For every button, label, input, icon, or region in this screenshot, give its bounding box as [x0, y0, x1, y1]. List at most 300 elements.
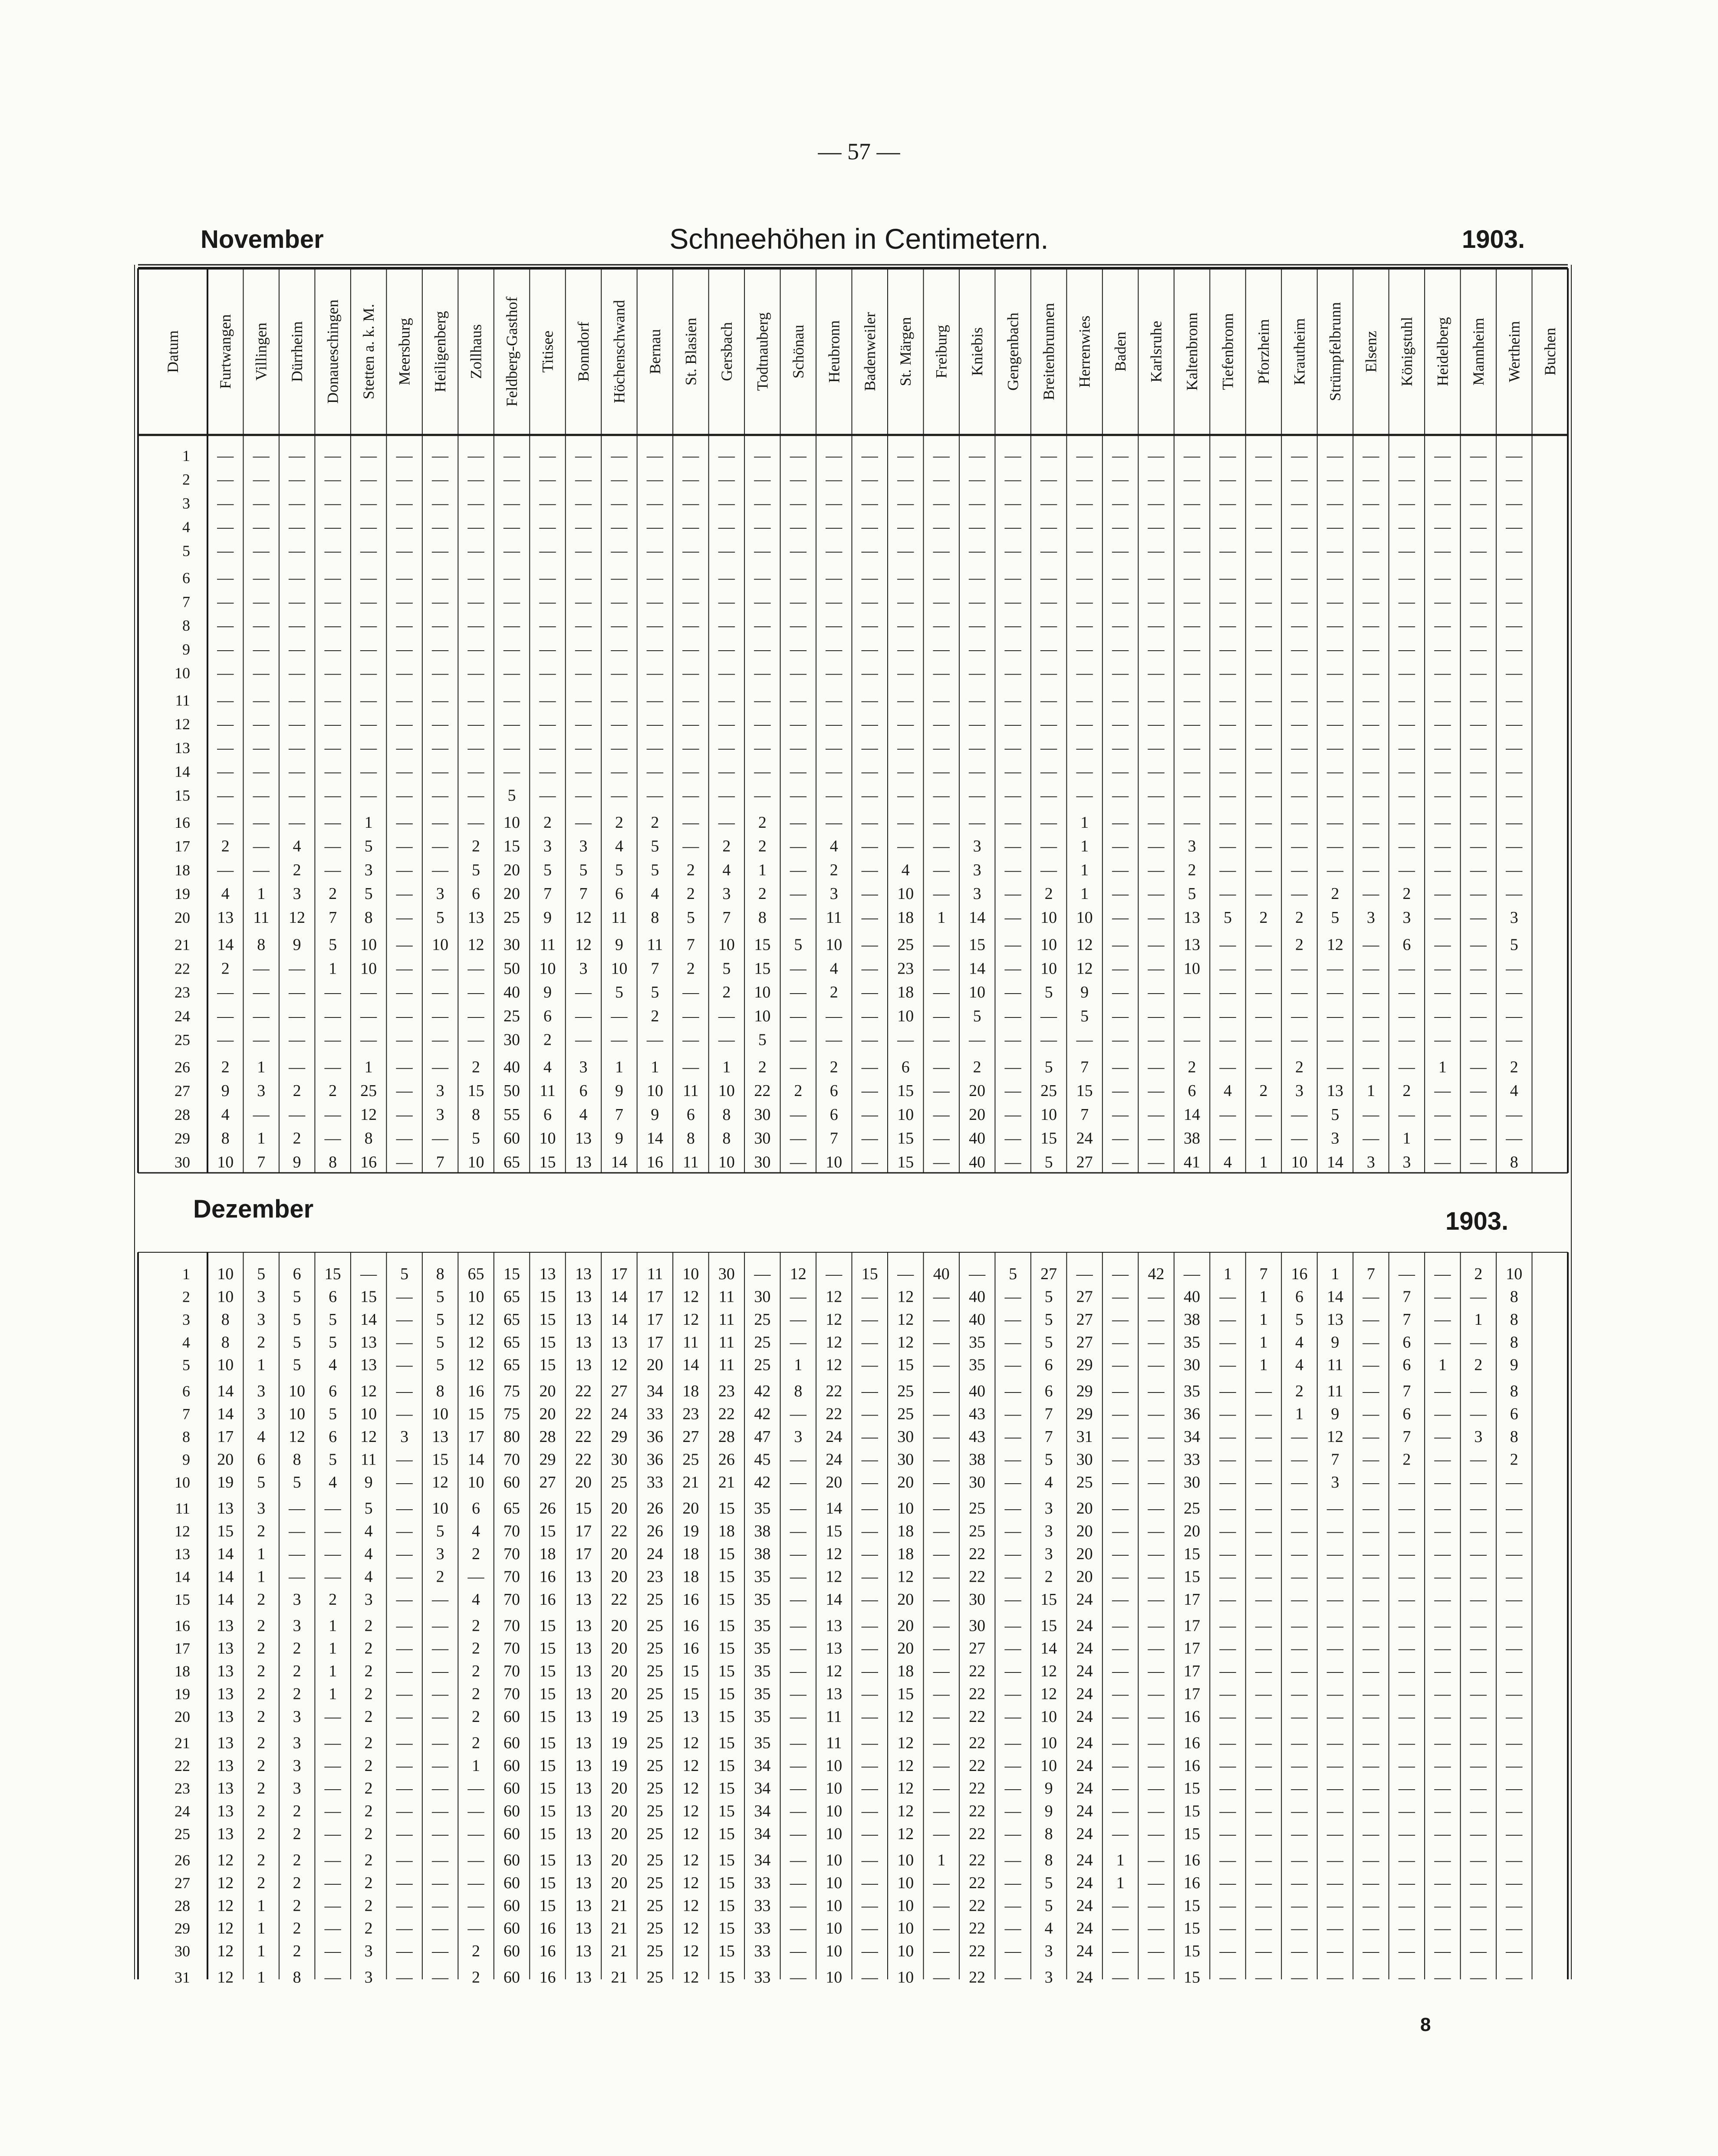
november-cell: —: [217, 470, 234, 489]
december-cell: 30: [611, 1450, 628, 1469]
december-cell: —: [1148, 1756, 1165, 1775]
november-cell: —: [1219, 569, 1236, 587]
november-cell: —: [790, 592, 806, 611]
november-cell: 10: [718, 1082, 735, 1100]
column-header: Pforzheim: [1254, 319, 1272, 384]
december-cell: —: [324, 1734, 341, 1752]
december-cell: 5: [364, 1499, 373, 1518]
november-day-label: 25: [174, 1031, 190, 1049]
december-cell: 6: [1044, 1356, 1053, 1374]
december-cell: 1: [329, 1685, 337, 1703]
december-cell: 6: [329, 1427, 337, 1446]
december-cell: —: [396, 1756, 413, 1775]
december-cell: 1: [1331, 1265, 1340, 1283]
november-day-label: 16: [174, 814, 190, 831]
november-cell: 5: [651, 837, 659, 856]
november-cell: —: [1184, 616, 1201, 635]
november-cell: —: [611, 786, 628, 805]
november-cell: —: [790, 813, 806, 832]
december-cell: 13: [575, 1756, 592, 1775]
november-cell: —: [324, 1129, 341, 1148]
december-cell: 60: [504, 1919, 520, 1938]
november-cell: —: [289, 616, 306, 635]
november-cell: —: [360, 541, 377, 560]
november-cell: —: [1326, 664, 1343, 682]
december-cell: —: [1326, 1873, 1343, 1892]
december-day-label: 1: [182, 1265, 190, 1283]
december-cell: 2: [364, 1685, 373, 1703]
november-cell: —: [1112, 447, 1129, 465]
november-cell: —: [933, 1058, 950, 1076]
december-cell: —: [1506, 1685, 1523, 1703]
december-cell: —: [1363, 1825, 1379, 1843]
december-cell: 6: [293, 1265, 301, 1283]
november-cell: —: [1326, 569, 1343, 587]
november-cell: —: [1255, 786, 1272, 805]
november-cell: —: [646, 494, 663, 513]
november-cell: —: [1040, 1030, 1057, 1049]
november-cell: —: [1363, 616, 1379, 635]
december-cell: —: [1326, 1734, 1343, 1752]
december-cell: 7: [1331, 1450, 1340, 1469]
december-cell: —: [1004, 1427, 1021, 1446]
november-cell: 7: [651, 959, 659, 978]
december-cell: 12: [1040, 1662, 1057, 1681]
december-cell: 20: [682, 1499, 699, 1518]
december-cell: —: [1470, 1802, 1487, 1820]
december-cell: 10: [897, 1919, 914, 1938]
november-day-label: 21: [174, 936, 190, 954]
december-cell: —: [1004, 1590, 1021, 1609]
november-cell: —: [826, 640, 843, 658]
november-cell: —: [1148, 885, 1165, 903]
december-cell: 35: [754, 1567, 771, 1586]
december-cell: 2: [364, 1802, 373, 1820]
november-cell: —: [217, 541, 234, 560]
november-cell: —: [396, 447, 413, 465]
november-cell: —: [289, 786, 306, 805]
december-cell: —: [396, 1499, 413, 1518]
november-cell: 4: [901, 861, 910, 879]
december-cell: 12: [289, 1427, 306, 1446]
december-cell: 2: [257, 1734, 266, 1752]
november-cell: —: [360, 470, 377, 489]
december-cell: —: [1148, 1427, 1165, 1446]
december-cell: 17: [575, 1545, 592, 1564]
december-cell: 35: [754, 1734, 771, 1752]
december-cell: 2: [472, 1662, 481, 1681]
december-cell: 6: [329, 1382, 337, 1401]
november-day-label: 13: [174, 739, 190, 757]
november-cell: —: [718, 664, 735, 682]
november-cell: —: [969, 691, 986, 710]
november-cell: —: [289, 1058, 306, 1076]
november-cell: 5: [1080, 1007, 1089, 1025]
december-cell: 8: [436, 1382, 444, 1401]
december-cell: 13: [575, 1590, 592, 1609]
column-header: Baden: [1112, 332, 1129, 372]
december-cell: —: [1112, 1756, 1129, 1775]
december-cell: 12: [682, 1873, 699, 1892]
december-cell: —: [1148, 1450, 1165, 1469]
november-cell: 5: [794, 935, 803, 954]
december-cell: 17: [646, 1287, 663, 1306]
november-cell: 5: [472, 1129, 481, 1148]
november-cell: —: [718, 494, 735, 513]
december-cell: —: [1004, 1685, 1021, 1703]
november-day-label: 26: [174, 1058, 190, 1076]
december-cell: —: [1255, 1802, 1272, 1820]
december-cell: —: [1112, 1662, 1129, 1681]
december-cell: —: [1363, 1685, 1379, 1703]
page-title: Schneehöhen in Centimetern.: [669, 223, 1049, 255]
december-cell: —: [1470, 1851, 1487, 1870]
november-cell: —: [790, 762, 806, 781]
november-cell: —: [1255, 664, 1272, 682]
december-cell: —: [1291, 1919, 1308, 1938]
november-cell: —: [1363, 959, 1379, 978]
november-cell: —: [790, 1030, 806, 1049]
november-cell: 3: [1402, 908, 1411, 927]
november-cell: 2: [829, 861, 838, 879]
november-cell: —: [1398, 738, 1415, 757]
december-cell: 15: [1184, 1567, 1201, 1586]
november-cell: 2: [722, 837, 731, 856]
december-cell: 2: [472, 1616, 481, 1635]
november-cell: —: [324, 762, 341, 781]
november-cell: —: [826, 569, 843, 587]
november-cell: —: [1398, 640, 1415, 658]
november-cell: —: [575, 494, 592, 513]
december-cell: 25: [611, 1473, 628, 1491]
november-cell: —: [754, 786, 771, 805]
november-cell: —: [1363, 470, 1379, 489]
november-cell: 1: [1080, 861, 1089, 879]
december-cell: —: [1112, 1590, 1129, 1609]
december-cell: 4: [364, 1545, 373, 1564]
november-cell: 3: [1188, 837, 1196, 856]
november-cell: —: [1255, 592, 1272, 611]
december-cell: —: [933, 1779, 950, 1798]
november-cell: —: [1255, 640, 1272, 658]
december-cell: —: [1112, 1825, 1129, 1843]
december-cell: 33: [1184, 1450, 1201, 1469]
november-cell: —: [754, 616, 771, 635]
november-cell: —: [1148, 1058, 1165, 1076]
december-cell: 15: [826, 1522, 843, 1540]
november-cell: —: [754, 762, 771, 781]
november-cell: —: [432, 592, 449, 611]
november-cell: 6: [1402, 935, 1411, 954]
december-cell: 22: [969, 1545, 986, 1564]
december-cell: —: [1434, 1734, 1451, 1752]
december-cell: 13: [575, 1310, 592, 1329]
november-cell: —: [324, 837, 341, 856]
november-cell: 27: [1076, 1153, 1093, 1172]
november-cell: —: [718, 1007, 735, 1025]
november-cell: 2: [221, 959, 230, 978]
december-cell: —: [754, 1265, 771, 1283]
december-cell: 15: [897, 1685, 914, 1703]
november-cell: —: [1219, 813, 1236, 832]
november-cell: —: [1004, 837, 1021, 856]
november-cell: —: [826, 691, 843, 710]
december-cell: 60: [504, 1825, 520, 1843]
december-cell: —: [1291, 1873, 1308, 1892]
november-cell: 1: [1402, 1129, 1411, 1148]
november-cell: —: [1148, 541, 1165, 560]
november-cell: —: [324, 640, 341, 658]
december-cell: —: [1148, 1590, 1165, 1609]
december-cell: 75: [504, 1382, 520, 1401]
december-cell: —: [1291, 1802, 1308, 1820]
december-cell: —: [861, 1545, 878, 1564]
november-cell: —: [575, 518, 592, 537]
november-cell: —: [1148, 813, 1165, 832]
november-cell: —: [467, 518, 484, 537]
november-cell: —: [1004, 470, 1021, 489]
november-cell: —: [682, 1030, 699, 1049]
december-cell: —: [861, 1473, 878, 1491]
november-cell: —: [253, 813, 270, 832]
november-cell: —: [1363, 1030, 1379, 1049]
december-cell: —: [933, 1968, 950, 1987]
december-cell: 4: [1044, 1919, 1053, 1938]
november-cell: —: [360, 518, 377, 537]
december-cell: 9: [364, 1473, 373, 1491]
december-cell: 15: [718, 1707, 735, 1726]
december-cell: 26: [539, 1499, 556, 1518]
december-cell: 25: [969, 1499, 986, 1518]
november-cell: 8: [257, 935, 266, 954]
november-cell: —: [324, 518, 341, 537]
november-cell: —: [1470, 518, 1487, 537]
december-cell: 42: [754, 1405, 771, 1423]
december-cell: 13: [217, 1756, 234, 1775]
november-cell: —: [1363, 1007, 1379, 1025]
november-cell: 6: [686, 1105, 695, 1124]
november-cell: —: [1398, 691, 1415, 710]
december-cell: —: [1398, 1968, 1415, 1987]
november-cell: —: [1255, 518, 1272, 537]
december-cell: 36: [1184, 1405, 1201, 1423]
december-cell: 15: [718, 1873, 735, 1892]
december-cell: 22: [969, 1567, 986, 1586]
december-cell: —: [1470, 1382, 1487, 1401]
december-cell: —: [933, 1590, 950, 1609]
november-cell: —: [969, 447, 986, 465]
november-cell: —: [1506, 592, 1523, 611]
december-cell: —: [1434, 1968, 1451, 1987]
november-cell: —: [1112, 569, 1129, 587]
november-cell: —: [217, 691, 234, 710]
november-cell: —: [682, 541, 699, 560]
november-cell: —: [1470, 569, 1487, 587]
november-cell: 13: [217, 908, 234, 927]
november-cell: —: [1112, 762, 1129, 781]
december-cell: 15: [539, 1756, 556, 1775]
december-cell: 7: [1259, 1265, 1268, 1283]
december-cell: —: [1255, 1942, 1272, 1961]
november-cell: 6: [829, 1082, 838, 1100]
december-cell: —: [396, 1567, 413, 1586]
november-cell: —: [1434, 691, 1451, 710]
december-cell: 21: [611, 1896, 628, 1915]
december-cell: 24: [1076, 1616, 1093, 1635]
december-cell: 12: [826, 1310, 843, 1329]
december-cell: —: [1326, 1896, 1343, 1915]
december-cell: 22: [575, 1405, 592, 1423]
december-cell: 7: [1366, 1265, 1375, 1283]
december-cell: 25: [646, 1616, 663, 1635]
november-cell: —: [682, 664, 699, 682]
november-cell: 6: [543, 1105, 552, 1124]
november-cell: —: [1112, 1058, 1129, 1076]
november-cell: —: [1470, 494, 1487, 513]
november-cell: —: [253, 861, 270, 879]
november-day-label: 4: [182, 518, 190, 536]
december-cell: —: [289, 1567, 306, 1586]
november-cell: —: [1291, 786, 1308, 805]
november-cell: —: [575, 983, 592, 1002]
december-cell: —: [1148, 1896, 1165, 1915]
december-cell: —: [1219, 1802, 1236, 1820]
november-cell: —: [1184, 447, 1201, 465]
column-header: Donaueschingen: [324, 300, 342, 404]
december-cell: —: [1219, 1919, 1236, 1938]
november-cell: —: [575, 1030, 592, 1049]
november-cell: 2: [794, 1082, 803, 1100]
december-cell: —: [1255, 1616, 1272, 1635]
december-cell: 15: [718, 1662, 735, 1681]
december-cell: 10: [289, 1382, 306, 1401]
november-cell: 3: [973, 885, 981, 903]
december-cell: —: [289, 1522, 306, 1540]
november-cell: —: [861, 813, 878, 832]
november-cell: 4: [543, 1058, 552, 1076]
december-cell: 12: [897, 1567, 914, 1586]
december-cell: —: [1506, 1873, 1523, 1892]
december-cell: —: [861, 1287, 878, 1306]
november-cell: —: [1040, 715, 1057, 734]
november-cell: —: [467, 1007, 484, 1025]
december-cell: —: [1363, 1333, 1379, 1352]
december-cell: 21: [611, 1919, 628, 1938]
november-cell: 4: [221, 1105, 230, 1124]
november-cell: —: [1148, 1153, 1165, 1172]
december-cell: 65: [504, 1499, 520, 1518]
december-day-label: 9: [182, 1451, 190, 1468]
november-cell: 15: [754, 935, 771, 954]
december-cell: 24: [1076, 1873, 1093, 1892]
month-heading-november: November: [201, 225, 324, 253]
november-cell: 12: [575, 908, 592, 927]
december-cell: 25: [754, 1333, 771, 1352]
december-cell: —: [360, 1265, 377, 1283]
december-cell: —: [1434, 1287, 1451, 1306]
november-cell: —: [217, 861, 234, 879]
november-cell: —: [1470, 640, 1487, 658]
december-cell: 15: [718, 1616, 735, 1635]
november-cell: 9: [543, 983, 552, 1002]
december-cell: 22: [969, 1873, 986, 1892]
november-cell: 8: [686, 1129, 695, 1148]
november-cell: —: [646, 447, 663, 465]
december-cell: 13: [575, 1802, 592, 1820]
november-cell: —: [1291, 983, 1308, 1002]
november-cell: —: [1255, 1007, 1272, 1025]
column-header: Krautheim: [1290, 318, 1308, 385]
december-cell: 6: [1402, 1333, 1411, 1352]
december-cell: —: [1255, 1707, 1272, 1726]
december-cell: 5: [293, 1473, 301, 1491]
november-cell: —: [790, 715, 806, 734]
december-cell: —: [1112, 1567, 1129, 1586]
december-cell: 8: [1510, 1333, 1518, 1352]
november-cell: —: [682, 640, 699, 658]
december-cell: —: [861, 1310, 878, 1329]
december-cell: —: [1326, 1779, 1343, 1798]
december-cell: —: [1291, 1639, 1308, 1658]
december-cell: 38: [754, 1522, 771, 1540]
december-cell: 22: [969, 1942, 986, 1961]
november-cell: 2: [293, 861, 301, 879]
november-cell: —: [1184, 762, 1201, 781]
december-cell: 20: [539, 1405, 556, 1423]
december-cell: —: [467, 1873, 484, 1892]
december-cell: —: [1255, 1639, 1272, 1658]
december-day-label: 19: [174, 1685, 190, 1703]
november-cell: —: [217, 616, 234, 635]
november-cell: 4: [221, 885, 230, 903]
december-cell: 9: [1331, 1333, 1340, 1352]
november-cell: 15: [467, 1082, 484, 1100]
november-cell: —: [253, 1105, 270, 1124]
december-cell: —: [1219, 1473, 1236, 1491]
november-cell: —: [432, 959, 449, 978]
december-cell: 19: [682, 1522, 699, 1540]
november-cell: 4: [1224, 1082, 1232, 1100]
december-cell: —: [324, 1968, 341, 1987]
december-cell: 8: [436, 1265, 444, 1283]
november-cell: 2: [472, 837, 481, 856]
november-cell: —: [861, 1129, 878, 1148]
december-cell: 60: [504, 1734, 520, 1752]
december-cell: 16: [1184, 1707, 1201, 1726]
november-cell: —: [432, 569, 449, 587]
november-cell: 8: [651, 908, 659, 927]
december-cell: —: [1112, 1427, 1129, 1446]
december-cell: 25: [646, 1756, 663, 1775]
december-cell: 10: [1040, 1734, 1057, 1752]
december-cell: 70: [504, 1639, 520, 1658]
november-cell: —: [969, 715, 986, 734]
november-cell: —: [1004, 1153, 1021, 1172]
december-cell: —: [790, 1779, 806, 1798]
november-cell: —: [575, 640, 592, 658]
november-cell: —: [1326, 592, 1343, 611]
december-cell: 13: [826, 1685, 843, 1703]
november-cell: —: [1184, 640, 1201, 658]
december-cell: —: [1506, 1756, 1523, 1775]
december-cell: 4: [472, 1590, 481, 1609]
november-cell: —: [1434, 1129, 1451, 1148]
november-cell: 40: [969, 1153, 986, 1172]
november-cell: —: [1184, 715, 1201, 734]
december-cell: 1: [257, 1356, 266, 1374]
december-day-label: 4: [182, 1333, 190, 1351]
november-cell: 20: [969, 1105, 986, 1124]
